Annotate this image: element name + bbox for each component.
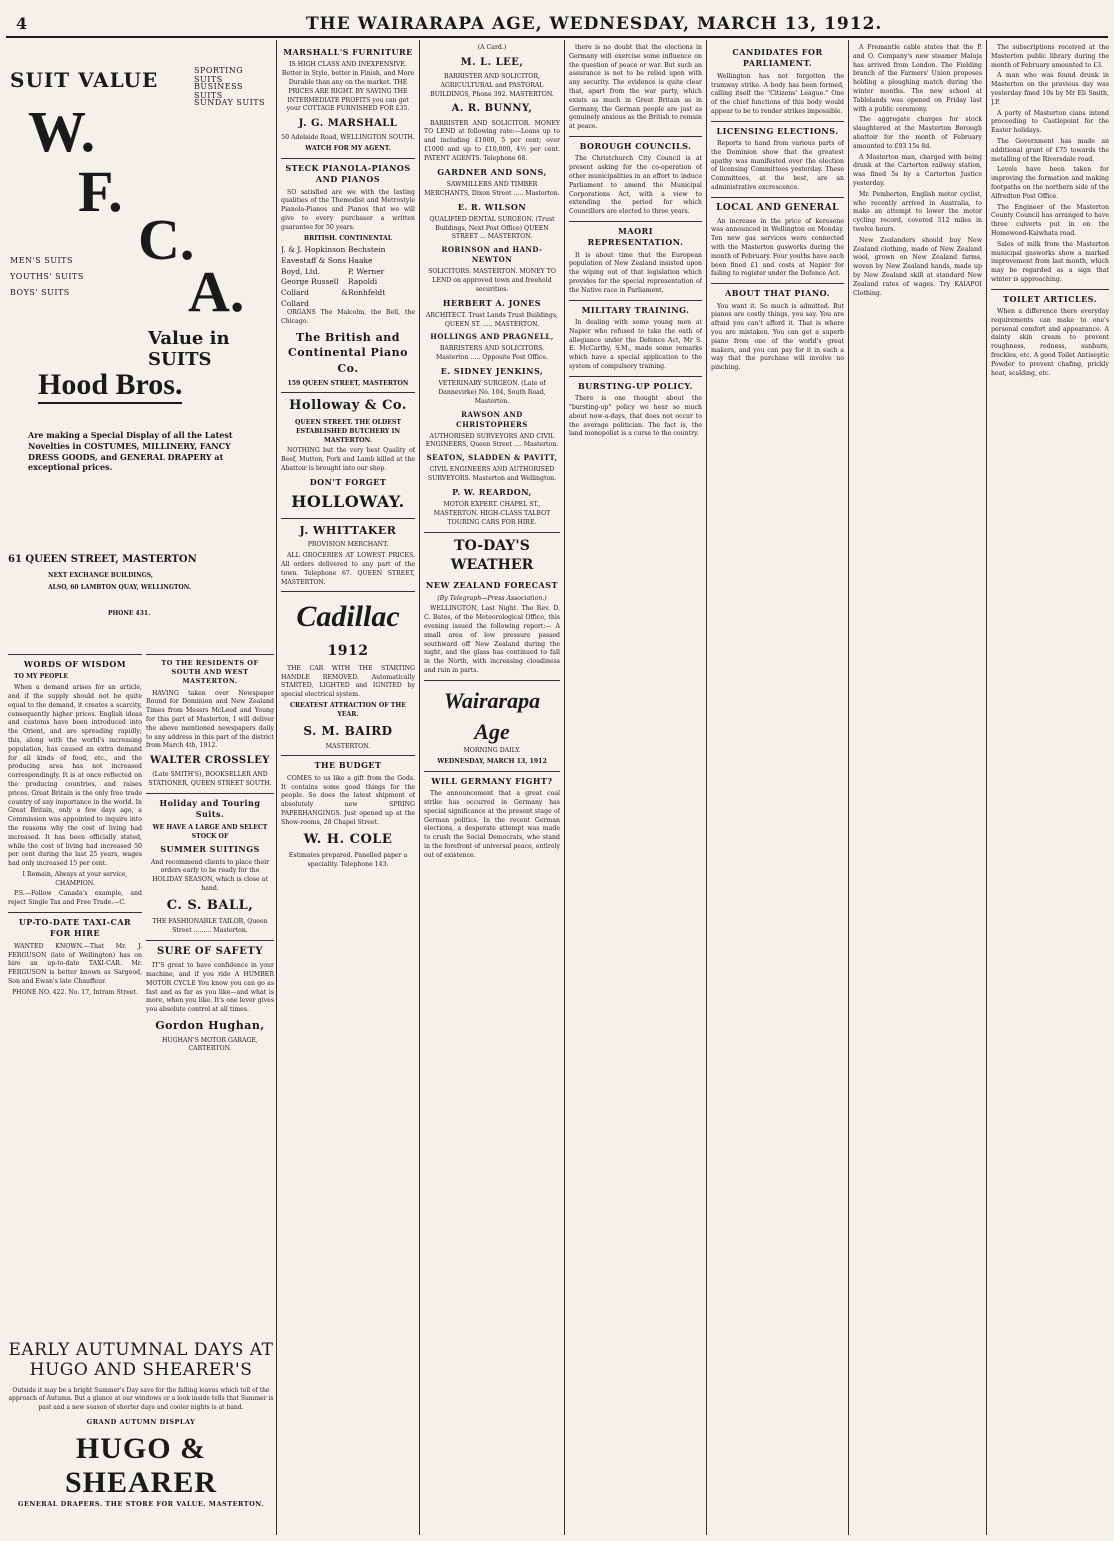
residents-body: HAVING taken over Newspaper Round for Dominion and New Zealand Times from Messrs McLeod and Young for this part of Masterton, I will deliver the above mentioned newspapers daily to any address in this part of the district from March 4th, 1912. <box>146 689 274 750</box>
age-date: WEDNESDAY, MARCH 13, 1912 <box>437 758 547 766</box>
suit-value-heading: SUIT VALUE <box>10 68 159 92</box>
words-of-wisdom-column <box>8 650 142 1330</box>
budget-heading: THE BUDGET <box>314 760 382 771</box>
bursting-body: There is one thought about the "bursting-up" policy we hear so much about now-a-days, that does not occur to the average politician. The fact is, the land monopolist is a curse to the country. <box>569 395 702 438</box>
sporting-suits: SPORTING SUITS <box>194 66 244 84</box>
boys-suits: BOYS' SUITS <box>10 288 70 297</box>
hood-bros-name: Hood Bros. <box>38 368 182 404</box>
local-heading: LOCAL AND GENERAL <box>716 202 839 213</box>
column-rule <box>848 40 849 1535</box>
piano-maker: Collard & Collard <box>281 287 348 308</box>
piano-maker: Rapoldi <box>348 277 378 287</box>
column-3 <box>281 44 415 1534</box>
taxi-heading: UP-TO-DATE TAXI-CAR FOR HIRE <box>18 917 132 939</box>
hood-bros-tagline: Are making a Special Display of all the Latest Novelties in COSTUMES, MILLINERY, FANCY DRESS GOODS, and GENERAL DRAPERY at exceptional prices. <box>28 430 233 473</box>
crossley-sub: (Late SMITH'S), BOOKSELLER AND STATIONER, QUEEN STREET SOUTH. <box>148 771 272 788</box>
col8-body7: Sales of milk from the Masterton municipal gasworks show a marked improvement from last month, which may be regarded as a sign that winter is approaching. <box>991 240 1109 283</box>
reardon-name: P. W. REARDON, <box>452 486 532 497</box>
col7-body4: Mr. Pemberton, English motor cyclist, who recently arrived in Australia, to make an attempt to lower the motor cycling record, covered 512 miles in twelve hours. <box>853 190 982 233</box>
whittaker-sub: PROVISION MERCHANT. <box>307 541 389 549</box>
value-in-suits: Value in SUITS <box>148 328 230 370</box>
age-sub: MORNING DAILY. <box>463 747 521 755</box>
budget-body: COMES to us like a gift from the Gods. It contains some good things for the people. So does the latest shipment of absolutely new SPRING PAPERHANGINGS. Just opened up at the Show-rooms, 28 Chapel Street. <box>281 774 415 826</box>
summer-body: And recommend clients to place their orders early to be ready for the HOLIDAY SEASON, which is close at hand. <box>150 858 270 893</box>
wilson-name: E. R. WILSON <box>457 201 527 212</box>
newspaper-title: THE WAIRARAPA AGE, WEDNESDAY, MARCH 13, 1912. <box>306 14 883 34</box>
jenkins-name: E. SIDNEY JENKINS, <box>440 366 544 376</box>
column-rule <box>419 40 420 1535</box>
wfca-advert <box>8 46 274 370</box>
column-6 <box>711 44 844 1534</box>
col8-body6: The Engineer of the Masterton County Council has arranged to have three culverts put in on the Homewood-Kaiwhata road. <box>991 203 1109 237</box>
whittaker-name: J. WHITTAKER <box>299 523 397 537</box>
seaton-sub: CIVIL ENGINEERS AND AUTHORISED SURVEYORS. Masterton and Wellington. <box>427 466 557 482</box>
maori-body: It is about time that the European population of New Zealand insisted upon the wiping out of that legislation which provides for the special representation of the Native race in Parliament. <box>569 251 702 294</box>
jones-sub: ARCHITECT. Trust Lands Trust Buildings, QUEEN ST. ..... MASTERTON. <box>425 311 559 328</box>
military-body: In dealing with some young men at Napier who refused to take the oath of allegiance under the Defence Act, Mr S. E. McCarthy, S.M., made some remarks which have a special application to the system of compulsory training. <box>569 318 702 370</box>
bunny-sub: BARRISTER AND SOLICITOR. MONEY TO LEND at following rate:—Loans up to and including £1000, 5 per cent; over £1000 and up to £10,000, 4½ per cent. PATENT AGENTS. Telephone 68. <box>424 119 560 162</box>
piano-maker: Haake <box>348 256 373 266</box>
ball-sub: THE FASHIONABLE TAILOR, Queen Street ......... Masterton. <box>152 918 268 935</box>
bursting-heading: BURSTING-UP POLICY. <box>578 380 693 391</box>
licensing-heading: LICENSING ELECTIONS. <box>716 125 839 136</box>
weather-body: WELLINGTON, Last Night. The Rev. D. C. Bates, of the Meteorological Office, this evening issued the following report:— A small area of low pressure passed southward off New Zealand during the night, and the glass has continued to fall in the North, with increasing cloudiness and rain in parts. <box>424 605 560 674</box>
baird-name: S. M. BAIRD <box>303 723 393 738</box>
words-signoff: I Remain, Always at your service, CHAMPION. <box>22 870 128 887</box>
marshall-addr: 50 Adelaide Road, WELLINGTON SOUTH. <box>281 134 415 142</box>
column-rule <box>276 40 277 1535</box>
taxi-phone: PHONE NO. 422. No. 17, Intram Street. <box>12 988 138 996</box>
bcp-name: The British and Continental Piano Co. <box>288 330 408 376</box>
wilson-sub: QUALIFIED DENTAL SURGEON. (Trust Buildings, Next Post Office) QUEEN STREET ... MASTERTON. <box>429 215 555 241</box>
crossley-name: WALTER CROSSLEY <box>150 755 270 767</box>
military-heading: MILITARY TRAINING. <box>581 304 690 315</box>
holiday-body: WE HAVE A LARGE AND SELECT STOCK OF <box>152 823 268 840</box>
gardner-name: GARDNER AND SONS, <box>437 166 547 177</box>
marshall-body: IS HIGH CLASS AND INEXPENSIVE. Better in Style, better in Finish, and More Durable than any on the market. THE PRICES ARE RIGHT. BY SAVING THE INTERMEDIATE PROFITS you can get your COTTAGE FURNISHED FOR £35. <box>281 61 415 113</box>
hood-bros-address: 61 QUEEN STREET, MASTERTON <box>8 554 197 565</box>
jenkins-sub: VETERINARY SURGEON. (Late of Dannevirke) No. 104, South Road, Masterton. <box>438 380 546 405</box>
piano-maker: Eavestaff & Sons <box>281 256 347 266</box>
column-7 <box>853 44 982 1534</box>
cadillac-year: 1912 <box>327 642 369 659</box>
hughan-sub: HUGHAN'S MOTOR GARAGE, CARTERTON. <box>162 1036 258 1053</box>
words-lead: TO MY PEOPLE <box>14 673 69 681</box>
cadillac-body: THE CAR WITH THE STARTING HANDLE REMOVED. Automatically STARTED, LIGHTED and IGNITED by special electrical system. <box>281 664 415 699</box>
steck-body: SO satisfied are we with the lasting qualities of the Themodist and Metrostyle Pianola-Pianos and Pianos that we will give to every purchaser a written guarantee for 50 years. <box>281 188 415 231</box>
hood-bros-phone: PHONE 431. <box>108 610 151 617</box>
jones-name: HERBERT A. JONES <box>442 297 542 308</box>
hood-bros-next: NEXT EXCHANGE BUILDINGS, <box>48 572 153 579</box>
rawson-sub: AUTHORISED SURVEYORS AND CIVIL ENGINEERS, Queen Street .... Masterton. <box>425 432 559 449</box>
col8-body1: The subscriptions received at the Masterton public library during the month of February amounted to £3. <box>991 44 1109 69</box>
summer-heading: SUMMER SUITINGS <box>160 844 260 855</box>
seaton-name: SEATON, SLADDEN & PAVITT, <box>426 453 558 463</box>
press-credit: (By Telegraph—Press Association.) <box>437 594 547 602</box>
cole-sub: Estimates prepared. Panelled paper a speciality. Telephone 143. <box>288 852 408 868</box>
maori-heading: MAORI REPRESENTATION. <box>587 225 684 248</box>
cadillac-greatest: CREATEST ATTRACTION OF THE YEAR. <box>290 702 406 718</box>
col8-body4: The Government has made an additional grant of £75 towards the metalling of the Riversdale road. <box>991 137 1109 163</box>
piano-maker: P. Werner <box>348 266 385 276</box>
licensing-body: Reports to hand from various parts of the Dominion show that the greatest apathy was manifested over the election of licensing Committees yesterday. These Committees, at the best, are an administrative excrescence. <box>711 140 844 192</box>
col7-body1: A Fremantle cable states that the P. and O. Company's new steamer Maloja has arrived from London. The Fielding branch of the Farmers' Union proposes holding a ploughing match during the winter months. The new school at Tablelands was opened on Friday last with a public ceremony. <box>853 44 982 113</box>
holloway-body: NOTHING but the very best Quality of Beef, Mutton, Pork and Lamb killed at the Abattoir is brought into our shop. <box>281 447 415 472</box>
page-number: 4 <box>16 14 28 33</box>
piano-maker: Ronhfeldt <box>348 287 386 297</box>
column-rule <box>986 40 987 1535</box>
robinson-sub: SOLICITORS. MASTERTON. MONEY TO LEND on approved town and freehold securities. <box>428 268 556 293</box>
bunny-name: A. R. BUNNY, <box>451 103 533 115</box>
column-4 <box>424 44 560 1534</box>
hugo-headline: EARLY AUTUMNAL DAYS AT HUGO AND SHEARER'S <box>8 1340 274 1381</box>
hollings-name: HOLLINGS AND PRAGNELL, <box>430 332 554 342</box>
col8-body2: A man who was found drunk in Masterton on the previous day was yesterday fined 10s by Mr Eli Smith, J.P. <box>991 72 1109 106</box>
whittaker-body: ALL GROCERIES AT LOWEST PRICES. All orders delivered to any part of the town. Telephone 67. QUEEN STREET, MASTERTON. <box>281 552 415 586</box>
mens-suits: MEN'S SUITS <box>10 256 73 265</box>
germany-body: The announcement that a great coal strike has occurred in Germany has special significance at the present stage of German politics. In the recent German elections, a desperate attempt was made to crush the Social Democrats, who stand in the forefront of universal peace, entirely out of existence. <box>424 790 560 859</box>
column-5 <box>569 44 702 1534</box>
masthead <box>6 14 1108 38</box>
wfca-letter-w: W. <box>28 99 96 164</box>
lee-name: M. L. LEE, <box>460 56 524 68</box>
germany-cont: there is no doubt that the elections in Germany will exercise some influence on the question of peace or war. But such an assurance is not to be relied upon with any security. The evidence is quite clear that, apart from the war party, which exists as much in Great Britain as in Germany, the German people are just as genuinely anxious as the British to remain at peace. <box>569 44 702 131</box>
card-label: (A Card.) <box>477 44 507 51</box>
age-title: Wairarapa Age <box>443 687 541 745</box>
germany-heading: WILL GERMANY FIGHT? <box>431 775 553 786</box>
dont-forget: DON'T FORGET <box>309 476 387 487</box>
piano-heading: ABOUT THAT PIANO. <box>725 288 830 299</box>
wfca-letter-c: C. <box>138 207 195 272</box>
forecast-heading: NEW ZEALAND FORECAST <box>426 580 558 591</box>
column-2 <box>146 650 274 1330</box>
british-continental: BRITISH. CONTINENTAL <box>303 234 393 242</box>
residents-heading: TO THE RESIDENTS OF SOUTH AND WEST MASTERTON. <box>161 659 259 686</box>
safety-heading: SURE OF SAFETY <box>157 945 263 957</box>
youths-suits: YOUTHS' SUITS <box>10 272 84 281</box>
business-suits: BUSINESS SUITS <box>194 82 243 100</box>
toilet-heading: TOILET ARTICLES. <box>1003 293 1097 304</box>
baird-sub: MASTERTON. <box>325 742 371 750</box>
piano-maker: Bechstein <box>348 245 386 255</box>
wfca-letter-a: A. <box>188 259 245 324</box>
reardon-sub: MOTOR EXPERT. CHAPEL ST., MASTERTON. HIGH-CLASS TALBOT TOURING CARS FOR HIRE. <box>433 501 551 526</box>
borough-heading: BOROUGH COUNCILS. <box>579 140 692 151</box>
candidates-body: Wellington has not forgotten the tramway strike. A body has been formed, calling itself the "Citizens' League." One of the chief functions of this body would appear to be to render strikes impossible. <box>711 72 844 115</box>
holloway-forget-name: HOLLOWAY. <box>291 492 405 512</box>
holloway-sub: QUEEN STREET. THE OLDEST ESTABLISHED BUTCHERY IN MASTERTON. <box>294 418 401 444</box>
hollings-sub: BARRISTERS AND SOLICITORS. Masterton ..... Opposite Post Office. <box>435 345 549 362</box>
hugo-intro: Outside it may be a bright Summer's Day save for the falling leaves which tell of the approach of Autumn. But a glance at our windows or a look inside tells that Summer is past and a new season of shorter days and cooler nights is at hand. <box>8 1386 274 1411</box>
holloway-name: Holloway & Co. <box>289 398 407 414</box>
sunday-suits: SUNDAY SUITS <box>194 98 266 107</box>
rawson-name: RAWSON AND CHRISTOPHERS <box>456 409 528 429</box>
steck-heading: STECK PIANOLA-PIANOS AND PIANOS <box>285 162 411 185</box>
words-body: When a demand arises for an article, and if the supply should not be quite equal to the demand, it creates a scarcity, consequently higher prices. English ideas and customs have been introduced into the Orient, and are spreading rapidly; this, along with the world's increasing population, has caused an extra demand for all kinds of food, etc., and the producing area has not increased correspondingly. It is at once reflected on the producing countries, and raises prices. Great Britain is the only free trade country of any importance in the world. In Great Britain, only a few days ago, a Commission was appointed to inquire into the reasons why the cost of living had increased. It has been officially stated, while the cost of living had increased 50 per cent during the last 25 years, wages had only increased 15 per cent. <box>8 684 142 868</box>
words-ps: P.S.—Follow Canada's example, and reject Single Tax and Free Trade.—C. <box>8 890 142 907</box>
hugo-name: HUGO & SHEARER <box>64 1431 218 1499</box>
taxi-body: WANTED KNOWN.—That Mr. J. FERGUSON (late of Wellington) has on hire an up-to-date TAXI-CAR. Mr. FERGUSON is better known as Sargeod, Son and Ewan's late Chauffeur. <box>8 942 142 985</box>
marshall-heading: MARSHALL'S FURNITURE <box>283 47 413 57</box>
hughan-name: Gordon Hughan, <box>155 1018 265 1032</box>
safety-body: IT'S great to have confidence in your machine, and if you ride A HUMBER MOTOR CYCLE You know you can go as fast and as far as you like—and what is more, when you like. It's one lever gives you absolute control at all times. <box>146 962 274 1014</box>
hood-bros-also: ALSO, 60 LAMBTON QUAY, WELLINGTON. <box>48 584 191 591</box>
hood-bros-advert <box>8 358 274 648</box>
marshall-agent: WATCH FOR MY AGENT. <box>305 145 391 153</box>
col7-body2: The aggregate charges for stock slaughtered at the Masterton Borough abattoir for the month of February amounted to £93 15s 8d. <box>853 116 982 150</box>
candidates-heading: CANDIDATES FOR PARLIAMENT. <box>732 47 823 69</box>
organs: ORGANS The Malcolm, the Bell, the Chicago. <box>281 309 415 326</box>
piano-makers-list <box>281 245 415 309</box>
words-heading: WORDS OF WISDOM <box>23 659 127 669</box>
col8-body3: A party of Masterton cians intend proceeding to Castlepoint for the Easter holidays. <box>991 109 1109 135</box>
local-body: An increase in the price of kerosene was announced in Wellington on Monday. Ten new gas services were connected with the Masterton gasworks during the month of February. Four youths have each been fined £1 and costs at Napier for failing to register under the Defence Act. <box>711 217 844 278</box>
weather-heading: TO-DAY'S WEATHER <box>450 537 534 574</box>
piano-maker: George Russell <box>281 277 339 287</box>
ball-name: C. S. BALL, <box>166 897 254 913</box>
piano-body: You want it. So much is admitted. But pianos are costly things, you say. You are afraid you can't afford it. That is where you are mistaken. You can get a superb piano from one of the world's great makers, and you can pay for it in such a way that the purchase will involve no pinching. <box>711 302 844 372</box>
col7-body3: A Masterton man, charged with being drunk at the Carterton railway station, was fined 5s by a Carterton Justice yesterday. <box>853 153 982 187</box>
col7-body5: New Zealanders should buy New Zealand clothing, made of New Zealand wool, grown on New Zealand farms, woven by New Zealand hands, made up by New Zealand skill at standard New Zealand rates of wages. Try KAIAPOI Clothing. <box>853 236 982 297</box>
robinson-name: ROBINSON and HAND-NEWTON <box>441 245 543 265</box>
column-rule <box>706 40 707 1535</box>
holiday-heading: Holiday and Touring Suits. <box>159 798 261 820</box>
marshall-name: J. G. MARSHALL <box>298 118 398 130</box>
piano-maker: J. & J. Hopkinson <box>281 245 346 255</box>
cole-name: W. H. COLE <box>303 831 393 847</box>
hugo-display: GRAND AUTUMN DISPLAY <box>86 1417 196 1426</box>
wfca-letter-f: F. <box>78 159 123 224</box>
borough-body: The Christchurch City Council is at present asking for the co-operation of other municipalities in an effort to induce Parliament to amend the Municipal Corporations Act, with a view to extending the period for which Councillors are elected to three years. <box>569 155 702 216</box>
hugo-footer: GENERAL DRAPERS. THE STORE FOR VALUE. MASTERTON. <box>17 1499 265 1508</box>
cadillac-logo: Cadillac <box>296 600 400 634</box>
gardner-sub: SAWMILLERS AND TIMBER MERCHANTS, Dixon Street ..... Masterton. <box>424 180 560 197</box>
col8-body5: Levels have been taken for improving the formation and making footpaths on the northern side of the Alfredton Post Office. <box>991 166 1109 200</box>
toilet-body: When a difference there everyday requirements can make to one's personal comfort and appearance. A dainty skin cream to prevent roughness, redness, sunburn, freckles, etc. A good Toilet Antiseptic Powder to prevent chafing, prickly heat, scalding, etc. <box>991 308 1109 377</box>
bcp-addr: 159 QUEEN STREET, MASTERTON <box>287 379 409 387</box>
column-8 <box>991 44 1109 1534</box>
hugo-shearer-advert <box>8 1330 274 1540</box>
lee-sub: BARRISTER AND SOLICITOR, AGRICULTURAL and PASTORAL BUILDINGS, Phone 392. MASTERTON. <box>430 72 554 98</box>
column-rule <box>564 40 565 1535</box>
piano-maker: Boyd, Ltd. <box>281 266 321 276</box>
